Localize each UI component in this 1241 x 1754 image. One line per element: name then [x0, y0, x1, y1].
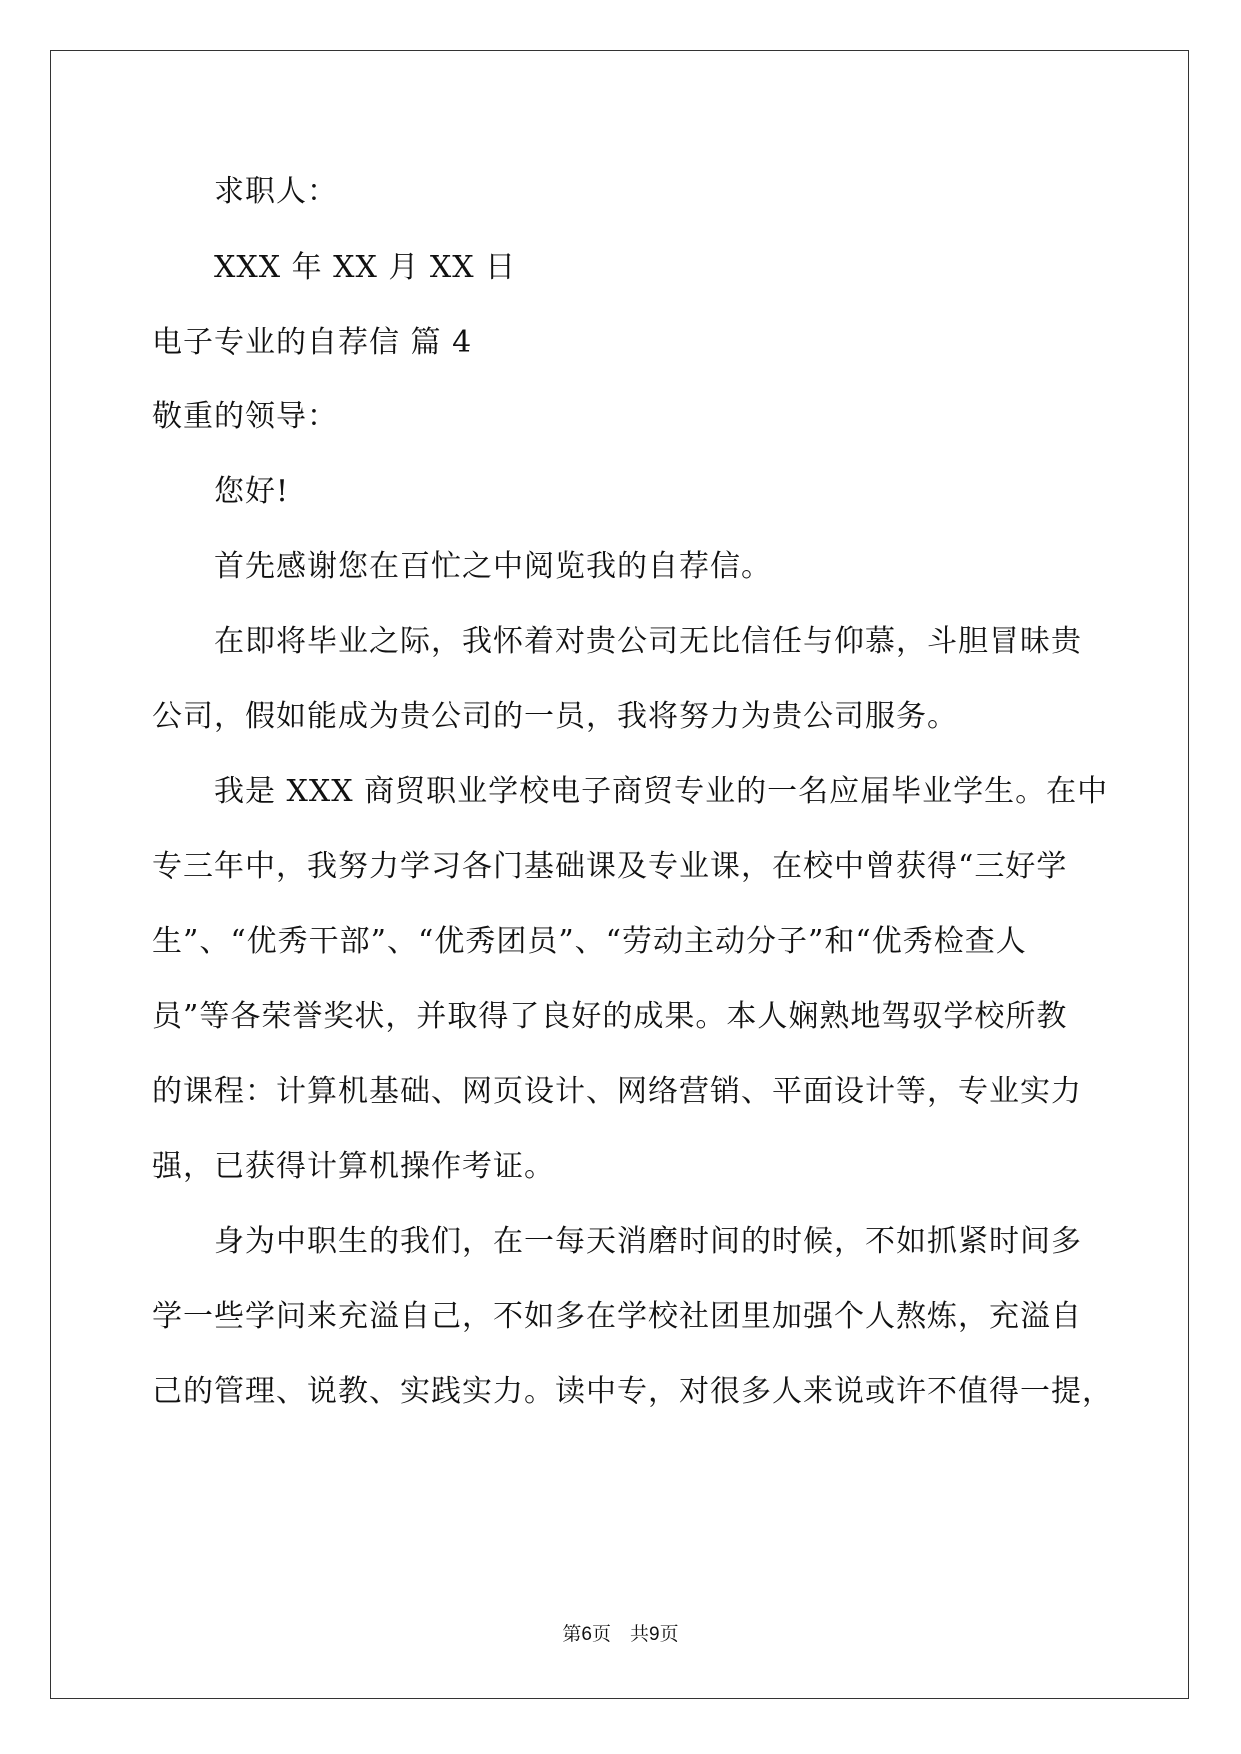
paragraph-line: 公司，假如能成为贵公司的一员，我将努力为贵公司服务。 — [152, 699, 958, 734]
greeting: 您好! — [214, 474, 290, 509]
paragraph-line: 己的管理、说教、实践实力。读中专，对很多人来说或许不值得一提， — [152, 1374, 1113, 1409]
paragraph-line: 学一些学问来充溢自己，不如多在学校社团里加强个人熬炼，充溢自 — [152, 1299, 1082, 1334]
footer-mid: 页 共 — [591, 1623, 649, 1645]
total-pages-number: 9 — [649, 1624, 660, 1645]
paragraph-line: 身为中职生的我们，在一每天消磨时间的时候，不如抓紧时间多 — [214, 1224, 1082, 1259]
paragraph-line: 强，已获得计算机操作考证。 — [152, 1149, 555, 1184]
paragraph-line: 首先感谢您在百忙之中阅览我的自荐信。 — [214, 549, 772, 584]
paragraph-line: 的课程：计算机基础、网页设计、网络营销、平面设计等，专业实力 — [152, 1074, 1082, 1109]
footer-prefix: 第 — [562, 1623, 582, 1645]
paragraph-line: 在即将毕业之际，我怀着对贵公司无比信任与仰慕，斗胆冒昧贵 — [214, 624, 1082, 659]
page-footer — [0, 1622, 1241, 1647]
salutation: 敬重的领导： — [152, 399, 338, 434]
current-page-number: 6 — [581, 1624, 592, 1645]
section-heading: 电子专业的自荐信 篇 4 — [152, 325, 473, 360]
paragraph-line: 专三年中，我努力学习各门基础课及专业课，在校中曾获得“三好学 — [152, 849, 1068, 884]
date-line: XXX 年 XX 月 XX 日 — [214, 250, 517, 285]
paragraph-line: 员”等各荣誉奖状，并取得了良好的成果。本人娴熟地驾驭学校所教 — [152, 999, 1068, 1034]
paragraph-line: 生”、“优秀干部”、“优秀团员”、“劳动主动分子”和“优秀检查人 — [152, 924, 1027, 959]
paragraph-line: 我是 XXX 商贸职业学校电子商贸专业的一名应届毕业学生。在中 — [214, 774, 1109, 809]
footer-suffix: 页 — [659, 1623, 679, 1645]
signature-label: 求职人： — [214, 174, 338, 209]
